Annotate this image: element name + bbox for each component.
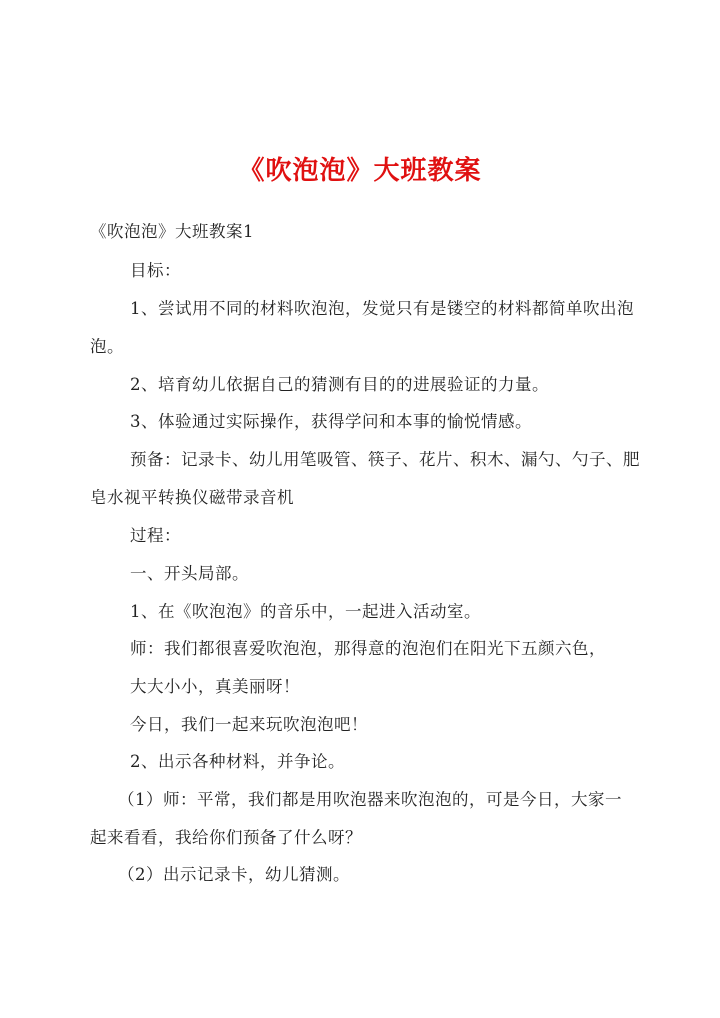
paragraph-line: 师：我们都很喜爱吹泡泡，那得意的泡泡们在阳光下五颜六色，	[130, 639, 606, 658]
paragraph-line: 预备：记录卡、幼儿用笔吸管、筷子、花片、积木、漏勺、勺子、肥	[130, 450, 640, 469]
paragraph-line: 今日，我们一起来玩吹泡泡吧！	[130, 715, 368, 734]
paragraph-line: 2、培育幼儿依据自己的猜测有目的的进展验证的力量。	[130, 375, 549, 394]
paragraph-line: （1）师：平常，我们都是用吹泡器来吹泡泡的，可是今日，大家一	[118, 790, 622, 809]
paragraph-line: 目标：	[130, 261, 181, 280]
paragraph-line: 过程：	[130, 526, 181, 545]
document-title: 《吹泡泡》大班教案	[238, 156, 482, 186]
paragraph-line: 起来看看，我给你们预备了什么呀？	[90, 828, 362, 847]
paragraph-line: （2）出示记录卡，幼儿猜测。	[118, 865, 350, 884]
paragraph-line: 大大小小，真美丽呀！	[130, 677, 300, 696]
section-heading: 《吹泡泡》大班教案1	[90, 222, 254, 241]
paragraph-line: 皂水视平转换仪磁带录音机	[90, 488, 294, 507]
paragraph-line: 一、开头局部。	[130, 564, 249, 583]
paragraph-line: 1、尝试用不同的材料吹泡泡，发觉只有是镂空的材料都简单吹出泡	[130, 299, 634, 318]
paragraph-line: 3、体验通过实际操作，获得学问和本事的愉悦情感。	[130, 412, 532, 431]
paragraph-line: 泡。	[90, 337, 124, 356]
paragraph-line: 2、出示各种材料，并争论。	[130, 752, 345, 771]
paragraph-line: 1、在《吹泡泡》的音乐中，一起进入活动室。	[130, 602, 481, 621]
